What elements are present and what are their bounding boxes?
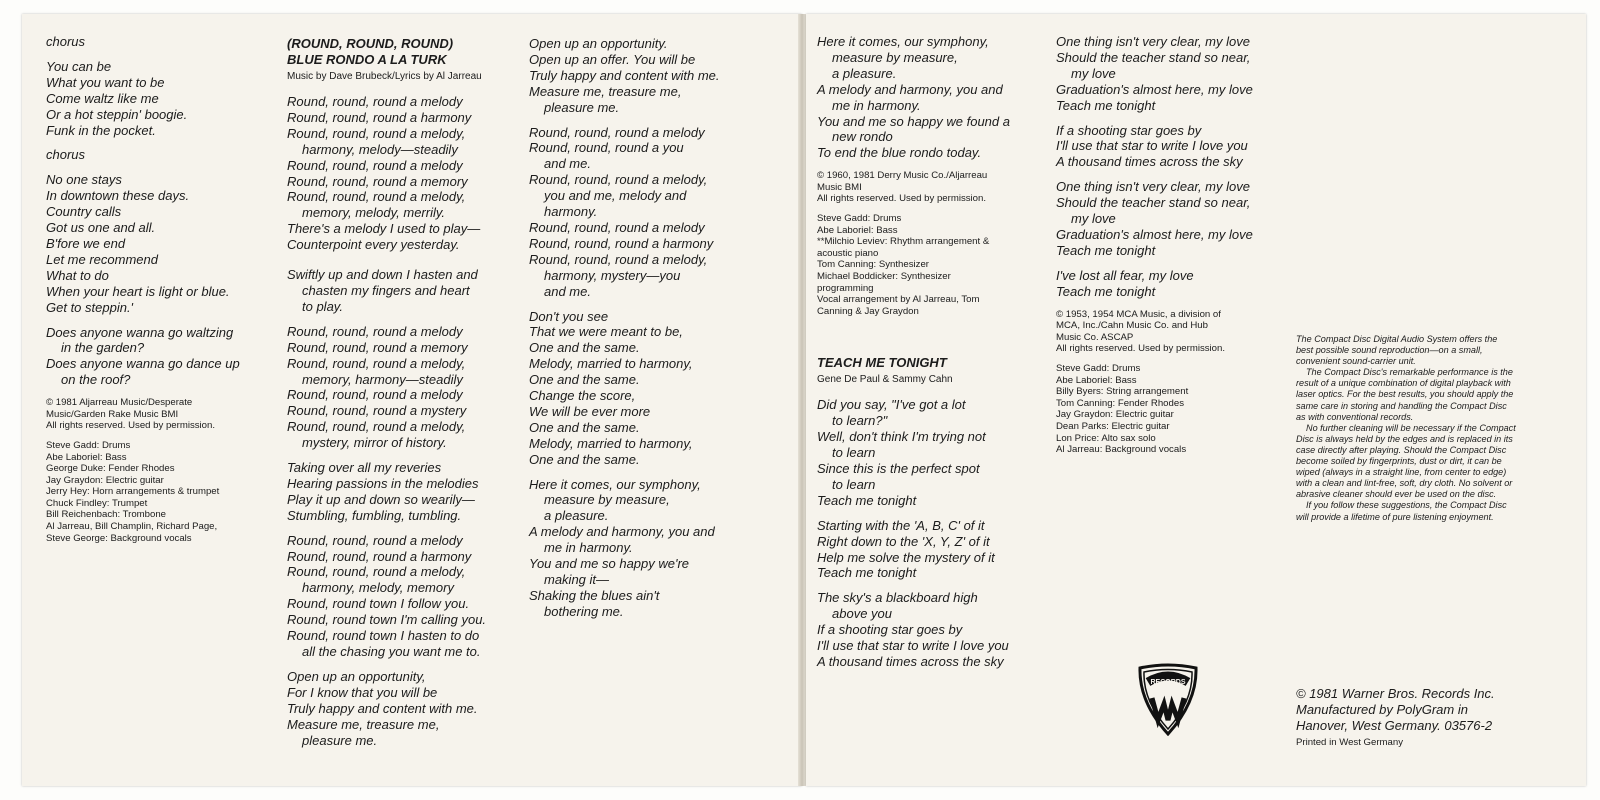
text-line: Vocal arrangement by Al Jarreau, Tom bbox=[817, 294, 980, 306]
text-line: Teach me tonight bbox=[1056, 97, 1156, 113]
text-line: Come waltz like me bbox=[46, 90, 159, 106]
text-line: memory, melody, merrily. bbox=[302, 205, 446, 221]
text-line: Does anyone wanna go dance up bbox=[46, 356, 240, 372]
text-line: Round, round, round a memory bbox=[287, 339, 468, 355]
text-line: Teach me tonight bbox=[1056, 242, 1156, 258]
text-line: a pleasure. bbox=[544, 508, 609, 524]
text-line: Round, round, round a melody, bbox=[287, 564, 466, 580]
text-line: Jay Graydon: Electric guitar bbox=[1056, 409, 1174, 421]
text-line: Round, round, round a melody bbox=[287, 387, 463, 403]
verse bbox=[1056, 268, 1291, 300]
song-byline: Music by Dave Brubeck/Lyrics by Al Jarreau bbox=[287, 71, 482, 82]
text-line: You and me so happy we found a bbox=[817, 113, 1010, 129]
text-line: When your heart is light or blue. bbox=[46, 283, 230, 299]
text-line: Melody, married to harmony, bbox=[529, 435, 693, 451]
verse bbox=[1056, 179, 1291, 259]
verse bbox=[529, 309, 779, 468]
text-line: MCA, Inc./Cahn Music Co. and Hub bbox=[1056, 320, 1208, 332]
text-line: Michael Boddicker: Synthesizer bbox=[817, 271, 951, 282]
song-byline: Gene De Paul & Sammy Cahn bbox=[817, 374, 953, 386]
text-line: © 1960, 1981 Derry Music Co./Aljarreau bbox=[817, 170, 988, 182]
text-line: Truly happy and content with me. bbox=[529, 67, 720, 83]
text-line: **Milchio Leviev: Rhythm arrangement & bbox=[817, 236, 990, 248]
text-line: Steve Gadd: Drums bbox=[46, 439, 131, 451]
text-line: B'fore we end bbox=[46, 235, 126, 251]
text-line: Tom Canning: Fender Rhodes bbox=[1056, 397, 1184, 409]
text-line: Graduation's almost here, my love bbox=[1056, 226, 1253, 242]
text-line: Billy Byers: String arrangement bbox=[1056, 386, 1189, 398]
text-line: harmony, mystery—you bbox=[544, 267, 681, 283]
verse bbox=[817, 397, 1049, 508]
text-line: my love bbox=[1071, 65, 1116, 81]
text-line: Got us one and all. bbox=[46, 220, 156, 236]
text-line: making it— bbox=[544, 572, 610, 587]
verse bbox=[46, 59, 274, 139]
text-line: What you want to be bbox=[46, 74, 165, 90]
text-line: Get to steppin.' bbox=[46, 299, 134, 315]
text-line: programming bbox=[817, 282, 874, 294]
text-line: Steve Gadd: Drums bbox=[817, 213, 902, 225]
text-line: One and the same. bbox=[529, 451, 640, 467]
text-line: Round, round, round a memory bbox=[287, 173, 468, 189]
label-copyright bbox=[1296, 686, 1495, 734]
text-line: Should the teacher stand so near, bbox=[1056, 195, 1251, 211]
text-line: bothering me. bbox=[544, 603, 624, 619]
copyright-notice bbox=[817, 170, 1049, 205]
song-title: TEACH ME TONIGHT bbox=[817, 355, 947, 371]
text-line: Round, round, round a you bbox=[529, 140, 684, 156]
lyrics-column-1 bbox=[46, 34, 274, 552]
verse bbox=[529, 36, 779, 116]
text-line: and me. bbox=[544, 283, 591, 299]
text-line: Round, round, round a harmony bbox=[529, 235, 714, 251]
text-line: pleasure me. bbox=[302, 732, 378, 748]
text-line: Here it comes, our symphony, bbox=[529, 476, 701, 492]
verse bbox=[529, 125, 779, 300]
text-line: The sky's a blackboard high bbox=[817, 590, 978, 606]
text-line: Truly happy and content with me. bbox=[287, 700, 478, 716]
label-copyright-line: Hanover, West Germany. 03576-2 bbox=[1296, 718, 1493, 733]
text-line: Round, round, round a harmony bbox=[287, 109, 472, 125]
text-line: Tom Canning: Synthesizer bbox=[817, 259, 929, 271]
text-line: Open up an offer. You will be bbox=[529, 51, 696, 67]
text-line: harmony, melody—steadily bbox=[302, 141, 458, 157]
text-line: me in harmony. bbox=[544, 540, 633, 556]
logo-text: RECORDS bbox=[1150, 679, 1186, 686]
text-line: Bill Reichenbach: Trombone bbox=[46, 509, 166, 521]
text-line: All rights reserved. Used by permission. bbox=[1056, 343, 1226, 355]
text-line: Counterpoint every yesterday. bbox=[287, 237, 460, 253]
notice-paragraph: The Compact Disc's remarkable performance is the result of a unique combination of digital playback with laser optics. For the best results, you should apply the same care in storing and handling the Compact Disc as with conventional records. bbox=[1296, 367, 1514, 422]
text-line: Round, round, round a melody, bbox=[529, 172, 708, 188]
text-line: Play it up and down so wearily— bbox=[287, 491, 475, 507]
notice-paragraph: If you follow these suggestions, the Compact Disc will provide a lifetime of pure listening enjoyment. bbox=[1296, 500, 1507, 522]
text-line: A melody and harmony, you and bbox=[817, 81, 1003, 97]
text-line: Let me recommend bbox=[46, 251, 158, 267]
text-line: Teach me tonight bbox=[1056, 283, 1156, 299]
booklet-spine bbox=[798, 14, 806, 786]
text-line: Round, round, round a mystery bbox=[287, 403, 467, 419]
text-line: Graduation's almost here, my love bbox=[1056, 81, 1253, 97]
text-line: harmony, melody, memory bbox=[302, 580, 454, 596]
text-line: I'll use that star to write I love you bbox=[817, 638, 1009, 654]
text-line: to learn bbox=[832, 476, 876, 492]
verse bbox=[287, 460, 522, 524]
text-line: If a shooting star goes by bbox=[817, 622, 963, 638]
text-line: That we were meant to be, bbox=[529, 324, 683, 340]
text-line: Here it comes, our symphony, bbox=[817, 34, 989, 49]
text-line: Country calls bbox=[46, 204, 122, 220]
text-line: © 1953, 1954 MCA Music, a division of bbox=[1056, 308, 1221, 320]
text-line: You can be bbox=[46, 58, 112, 74]
text-line: Swiftly up and down I hasten and bbox=[287, 267, 478, 283]
text-line: Round, round town I hasten to do bbox=[287, 628, 480, 644]
text-line: Canning & Jay Graydon bbox=[817, 305, 919, 317]
text-line: Music Co. ASCAP bbox=[1056, 331, 1134, 343]
text-line: above you bbox=[832, 606, 892, 622]
text-line: Steve Gadd: Drums bbox=[1056, 362, 1141, 374]
text-line: memory, harmony—steadily bbox=[302, 371, 463, 387]
text-line: all the chasing you want me to. bbox=[302, 644, 481, 659]
text-line: Round, round, round a melody bbox=[287, 94, 463, 109]
text-line: Abe Laboriel: Bass bbox=[817, 224, 898, 236]
text-line: measure by measure, bbox=[832, 49, 958, 65]
text-line: on the roof? bbox=[61, 372, 131, 388]
text-line: Round, round, round a melody, bbox=[287, 355, 466, 371]
verse bbox=[817, 518, 1049, 582]
text-line: One and the same. bbox=[529, 419, 640, 435]
verse bbox=[1056, 34, 1291, 114]
text-line: Or a hot steppin' boogie. bbox=[46, 106, 188, 122]
text-line: Round, round, round a melody bbox=[287, 323, 463, 339]
text-line: mystery, mirror of history. bbox=[302, 435, 447, 451]
copyright-notice bbox=[1056, 309, 1291, 355]
text-line: A thousand times across the sky bbox=[817, 653, 1004, 669]
chorus-label: chorus bbox=[46, 34, 86, 49]
text-line: Abe Laboriel: Bass bbox=[46, 451, 127, 463]
text-line: Round, round, round a melody, bbox=[287, 419, 466, 435]
text-line: Did you say, "I've got a lot bbox=[817, 397, 966, 413]
text-line: © 1981 Aljarreau Music/Desperate bbox=[46, 397, 193, 409]
text-line: Dean Parks: Electric guitar bbox=[1056, 420, 1170, 432]
text-line: my love bbox=[1071, 211, 1116, 227]
text-line: to play. bbox=[302, 298, 343, 314]
text-line: Al Jarreau, Bill Champlin, Richard Page, bbox=[46, 521, 218, 533]
text-line: harmony. bbox=[544, 204, 598, 220]
verse bbox=[46, 325, 274, 389]
verse bbox=[46, 172, 274, 315]
text-line: Melody, married to harmony, bbox=[529, 356, 693, 372]
text-line: If a shooting star goes by bbox=[1056, 122, 1202, 138]
text-line: There's a melody I used to play— bbox=[287, 221, 481, 237]
text-line: Steve George: Background vocals bbox=[46, 532, 192, 544]
verse bbox=[287, 669, 522, 749]
text-line: One thing isn't very clear, my love bbox=[1056, 34, 1250, 49]
text-line: pleasure me. bbox=[544, 99, 620, 115]
text-line: to learn bbox=[832, 445, 876, 461]
text-line: Round, round, round a melody, bbox=[287, 189, 466, 205]
text-line: Don't you see bbox=[529, 308, 609, 324]
text-line: a pleasure. bbox=[832, 65, 897, 81]
text-line: to learn?" bbox=[832, 413, 888, 429]
notice-paragraph: No further cleaning will be necessary if the Compact Disc is always held by the edges and is replaced in its case directly after playing. Should the Compact Disc become soiled by fingerprints, dust or dirt, it can be wiped (always in a straight line, from center to edge) with a clean and lint-free, soft, dry cloth. No solvent or abrasive cleaner should ever be used on the disc. bbox=[1296, 422, 1516, 500]
verse bbox=[287, 324, 522, 451]
text-line: Open up an opportunity, bbox=[287, 668, 426, 684]
text-line: Measure me, treasure me, bbox=[287, 716, 440, 732]
text-line: Teach me tonight bbox=[817, 492, 917, 508]
text-line: A thousand times across the sky bbox=[1056, 154, 1243, 170]
verse bbox=[817, 590, 1049, 670]
text-line: Jerry Hey: Horn arrangements & trumpet bbox=[46, 486, 220, 498]
lyrics-column-3 bbox=[529, 36, 779, 629]
warner-bros-records-logo-icon bbox=[1136, 662, 1200, 736]
compact-disc-care-notice bbox=[1296, 334, 1516, 523]
musician-credits bbox=[817, 213, 1049, 317]
text-line: George Duke: Fender Rhodes bbox=[46, 463, 175, 475]
text-line: you and me, melody and bbox=[544, 188, 687, 204]
text-line: You and me so happy we're bbox=[529, 556, 690, 572]
text-line: Stumbling, fumbling, tumbling. bbox=[287, 507, 462, 523]
printed-in-notice: Printed in West Germany bbox=[1296, 737, 1403, 748]
text-line: Hearing passions in the melodies bbox=[287, 475, 479, 491]
text-line: Round, round, round a melody, bbox=[287, 125, 466, 141]
verse bbox=[287, 267, 522, 315]
text-line: Change the score, bbox=[529, 388, 636, 404]
text-line: Funk in the pocket. bbox=[46, 122, 156, 138]
song-title-prefix: (ROUND, ROUND, ROUND) bbox=[287, 36, 454, 51]
text-line: Round, round, round a melody bbox=[529, 124, 705, 140]
text-line: Open up an opportunity. bbox=[529, 36, 668, 51]
text-line: We will be ever more bbox=[529, 403, 651, 419]
text-line: Music/Garden Rake Music BMI bbox=[46, 408, 179, 420]
text-line: Help me solve the mystery of it bbox=[817, 549, 995, 565]
text-line: Should the teacher stand so near, bbox=[1056, 49, 1251, 65]
text-line: Music BMI bbox=[817, 181, 862, 193]
text-line: Does anyone wanna go waltzing bbox=[46, 324, 234, 340]
text-line: No one stays bbox=[46, 172, 122, 188]
verse bbox=[529, 477, 779, 620]
text-line: Round, round, round a melody, bbox=[529, 251, 708, 267]
text-line: Chuck Findley: Trumpet bbox=[46, 497, 148, 509]
text-line: Teach me tonight bbox=[817, 565, 917, 581]
text-line: new rondo bbox=[832, 129, 893, 145]
verse bbox=[287, 533, 522, 660]
verse bbox=[1056, 123, 1291, 171]
text-line: One thing isn't very clear, my love bbox=[1056, 179, 1250, 195]
text-line: One and the same. bbox=[529, 372, 640, 388]
text-line: Starting with the 'A, B, C' of it bbox=[817, 517, 985, 533]
text-line: For I know that you will be bbox=[287, 684, 438, 700]
text-line: Round, round, round a melody bbox=[287, 532, 463, 548]
text-line: Abe Laboriel: Bass bbox=[1056, 374, 1137, 386]
text-line: What to do bbox=[46, 267, 109, 283]
lyrics-column-2 bbox=[287, 36, 522, 757]
text-line: me in harmony. bbox=[832, 97, 921, 113]
text-line: Round, round town I'm calling you. bbox=[287, 612, 487, 628]
text-line: Lon Price: Alto sax solo bbox=[1056, 432, 1156, 444]
text-line: chasten my fingers and heart bbox=[302, 282, 470, 298]
chorus-label: chorus bbox=[46, 147, 86, 163]
text-line: In downtown these days. bbox=[46, 188, 190, 204]
text-line: To end the blue rondo today. bbox=[817, 145, 982, 161]
label-copyright-line: © 1981 Warner Bros. Records Inc. bbox=[1296, 686, 1495, 701]
musician-credits bbox=[1056, 363, 1291, 456]
lyrics-column-5 bbox=[1056, 34, 1291, 464]
song-title: BLUE RONDO A LA TURK bbox=[287, 52, 447, 67]
label-copyright-line: Manufactured by PolyGram in bbox=[1296, 702, 1468, 717]
text-line: Round, round, round a melody bbox=[287, 157, 463, 173]
text-line: Since this is the perfect spot bbox=[817, 461, 980, 476]
text-line: Measure me, treasure me, bbox=[529, 83, 682, 99]
text-line: Round, round, round a harmony bbox=[287, 548, 472, 564]
notice-paragraph: The Compact Disc Digital Audio System offers the best possible sound reproduction—on a small, convenient sound-carrier unit. bbox=[1296, 334, 1498, 367]
text-line: in the garden? bbox=[61, 340, 145, 356]
text-line: All rights reserved. Used by permission. bbox=[46, 420, 216, 432]
verse bbox=[287, 94, 522, 253]
text-line: Shaking the blues ain't bbox=[529, 587, 660, 603]
text-line: Well, don't think I'm trying not bbox=[817, 429, 986, 445]
lyrics-column-4 bbox=[817, 34, 1049, 679]
text-line: and me. bbox=[544, 156, 591, 172]
text-line: I've lost all fear, my love bbox=[1056, 267, 1194, 283]
text-line: All rights reserved. Used by permission. bbox=[817, 193, 987, 205]
copyright-notice bbox=[46, 397, 274, 432]
musician-credits bbox=[46, 440, 274, 544]
text-line: I'll use that star to write I love you bbox=[1056, 138, 1248, 154]
text-line: Right down to the 'X, Y, Z' of it bbox=[817, 533, 990, 549]
text-line: Al Jarreau: Background vocals bbox=[1056, 444, 1187, 456]
text-line: Jay Graydon: Electric guitar bbox=[46, 474, 164, 486]
verse bbox=[817, 34, 1049, 161]
text-line: One and the same. bbox=[529, 340, 640, 356]
show-through-text bbox=[560, 664, 563, 676]
text-line: A melody and harmony, you and bbox=[529, 524, 715, 540]
text-line: Taking over all my reveries bbox=[287, 460, 442, 476]
text-line: Round, round, round a melody bbox=[529, 219, 705, 235]
text-line: measure by measure, bbox=[544, 492, 670, 508]
text-line: acoustic piano bbox=[817, 247, 879, 259]
text-line: Round, round town I follow you. bbox=[287, 596, 470, 612]
